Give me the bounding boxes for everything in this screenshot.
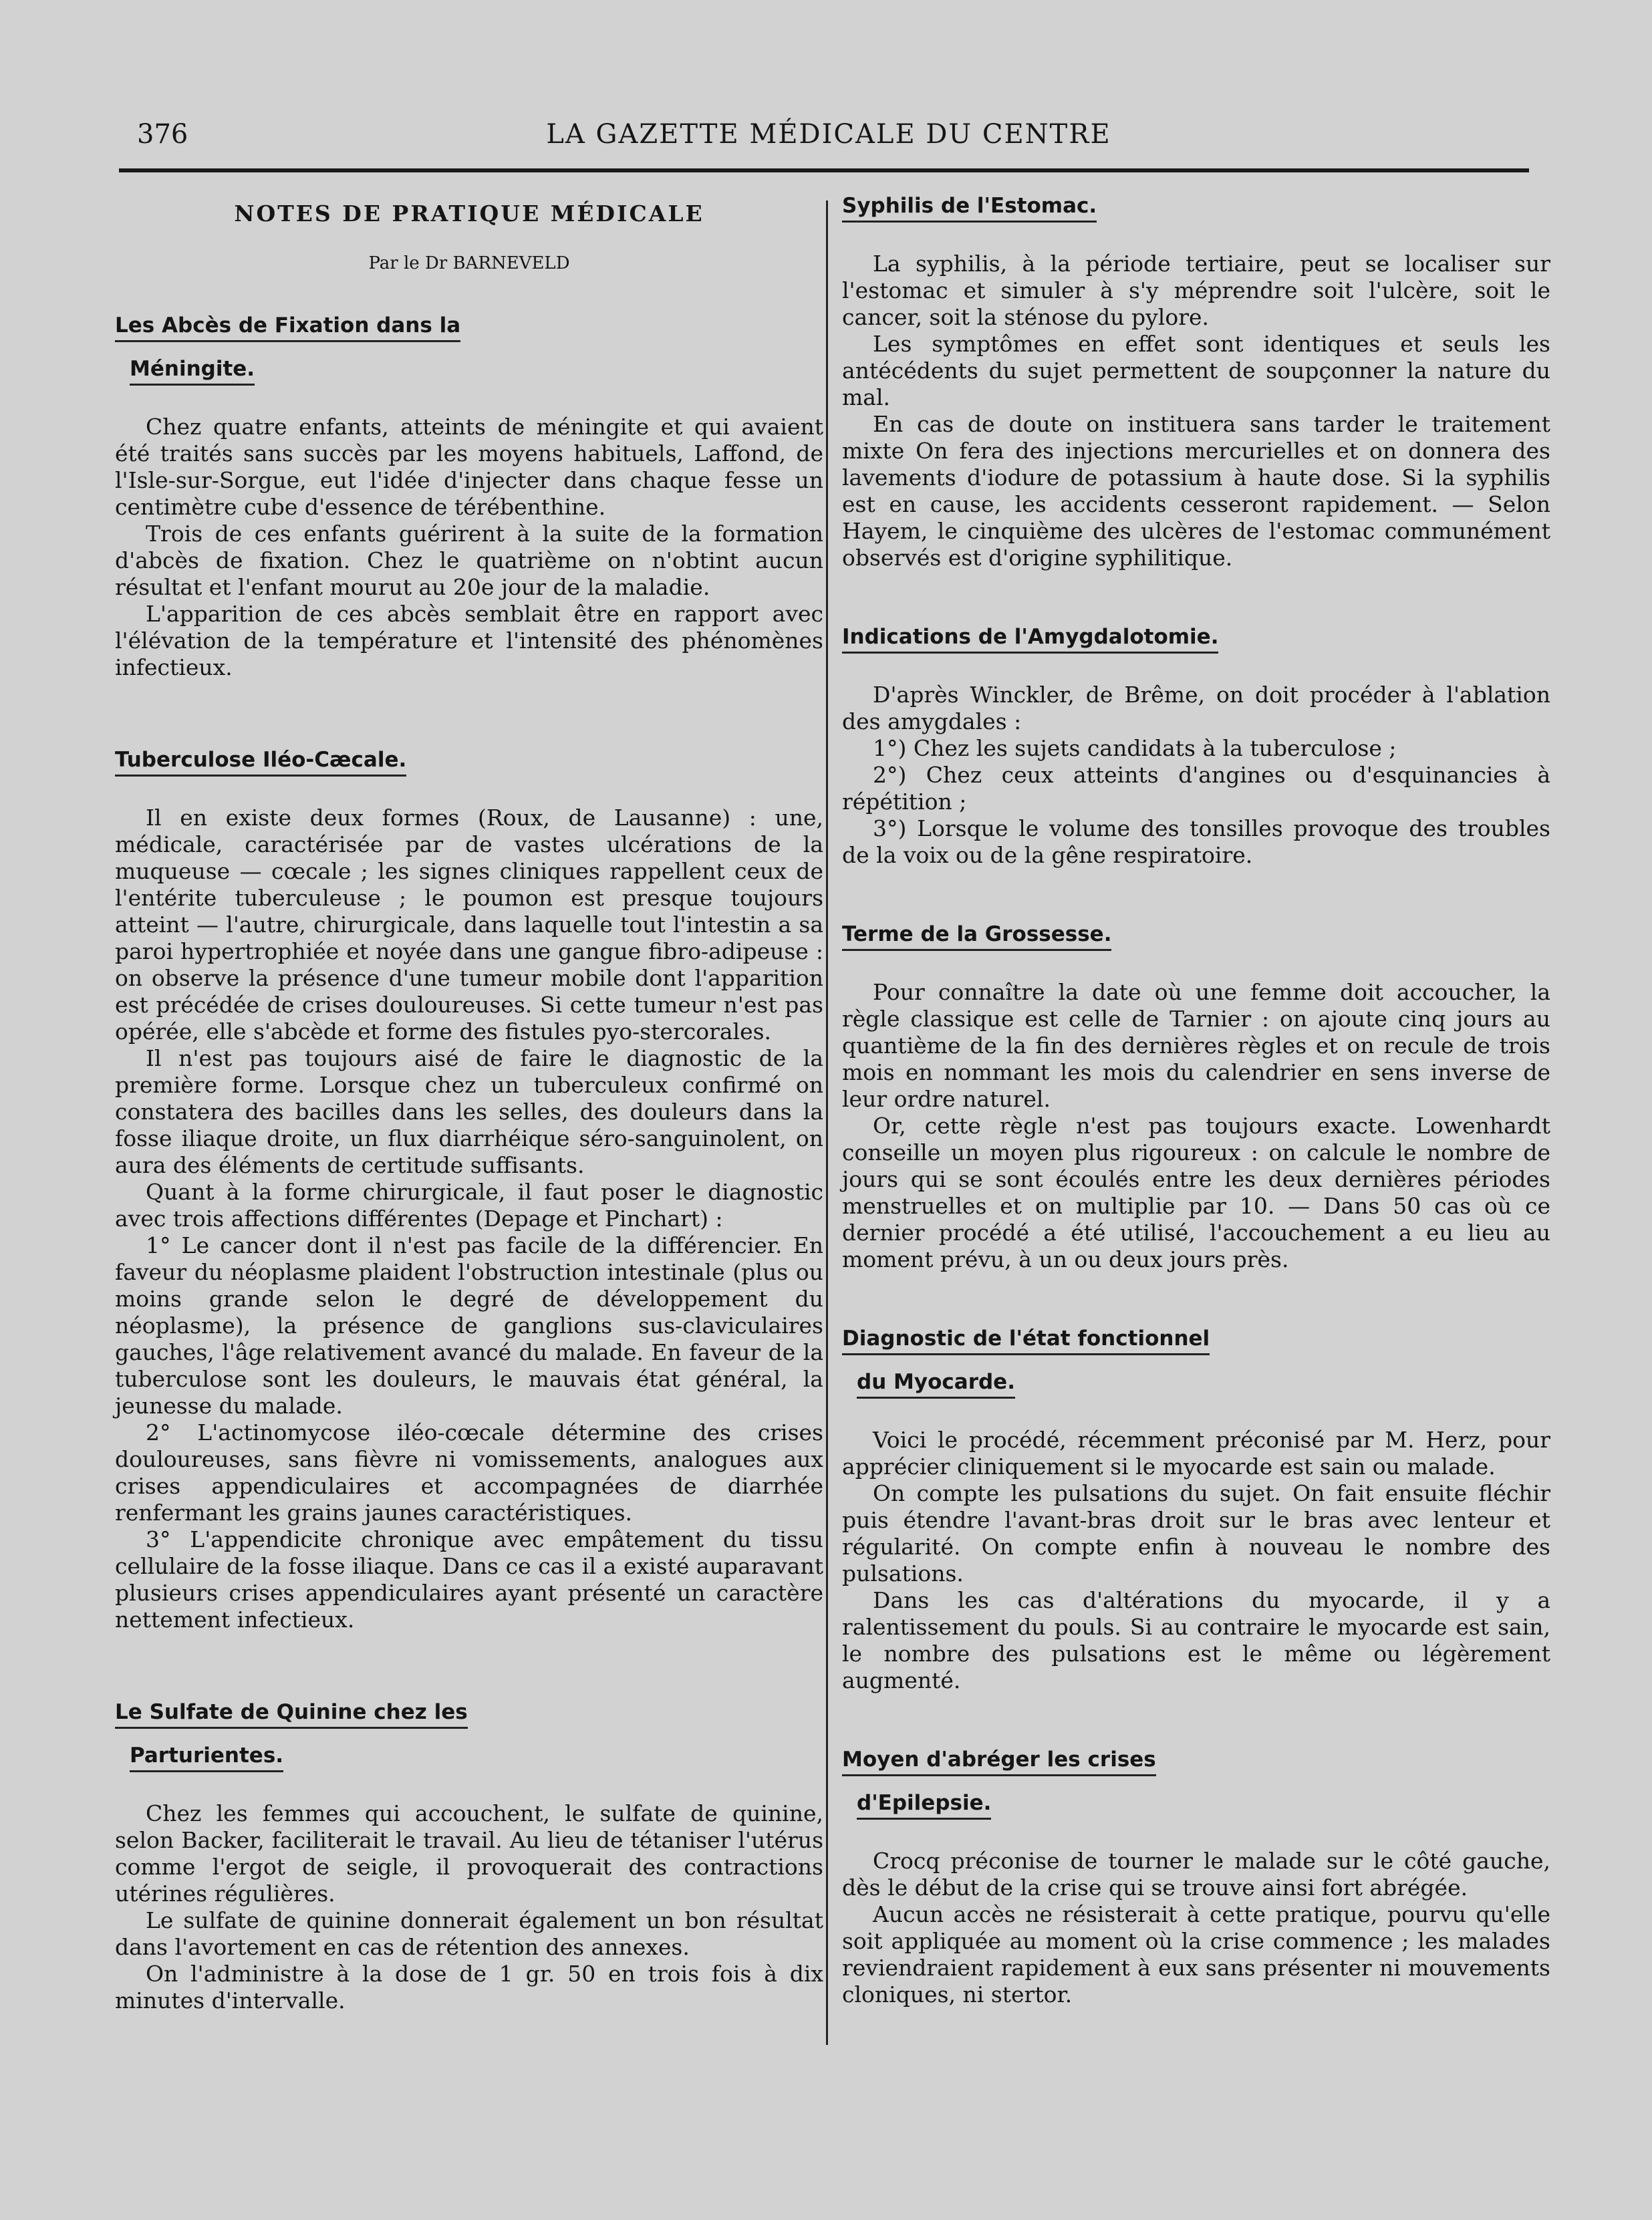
paragraph: Chez quatre enfants, atteints de méningite et qui avaient été traités sans succès par les moyens habituels, Laffond, de l'Isle-sur-Sorgue, eut l'idée d'injecter dans chaque fesse un centimètre cube d'essence de térébenthine. bbox=[115, 414, 823, 520]
article-grossesse bbox=[842, 922, 1550, 1273]
paragraph: Il en existe deux formes (Roux, de Lausanne) : une, médicale, caractérisée par de vastes ulcérations de la muqueuse — cœcale ; les signes cliniques rappellent ceux de l'entérite tuberculeuse ; le poumon est presque toujours atteint — l'autre, chirurgicale, dans laquelle tout l'intestin a sa paroi hypertrophiée et noyée dans une gangue fibro-adipeuse : on observe la présence d'une tumeur mobile dont l'apparition est précédée de crises douloureuses. Si cette tumeur n'est pas opérée, elle s'abcède et forme des fistules pyo-stercorales. bbox=[115, 805, 823, 1045]
heading-line-1: Les Abcès de Fixation dans la bbox=[115, 313, 460, 342]
heading-line-1: Tuberculose Iléo-Cæcale. bbox=[115, 748, 406, 777]
paragraph: On compte les pulsations du sujet. On fait ensuite fléchir puis étendre l'avant-bras droit sur le bras avec lenteur et régularité. On compte enfin à nouveau le nombre des pulsations. bbox=[842, 1480, 1550, 1586]
section-heading bbox=[842, 922, 1550, 951]
heading-line-1: Syphilis de l'Estomac. bbox=[842, 194, 1097, 223]
article-syphilis bbox=[842, 194, 1550, 571]
paragraph: Aucun accès ne résisterait à cette pratique, pourvu qu'elle soit appliquée au moment où la crise commence ; les malades reviendraient rapidement à eux sans présenter ni mouvements cloniques, ni stertor. bbox=[842, 1901, 1550, 2007]
paragraph: Le sulfate de quinine donnerait également un bon résultat dans l'avortement en cas de rétention des annexes. bbox=[115, 1907, 823, 1960]
paragraph: 3°) Lorsque le volume des tonsilles provoque des troubles de la voix ou de la gêne respiratoire. bbox=[842, 815, 1550, 868]
paragraph: Il n'est pas toujours aisé de faire le diagnostic de la première forme. Lorsque chez un tuberculeux confirmé on constatera des bacilles dans les selles, des douleurs dans la fosse iliaque droite, un flux diarrhéique séro-sanguinolent, on aura des éléments de certitude suffisants. bbox=[115, 1045, 823, 1178]
heading-line-2: Parturientes. bbox=[130, 1744, 283, 1772]
section-heading bbox=[842, 194, 1550, 223]
paragraph: Les symptômes en effet sont identiques et seuls les antécédents du sujet permettent de soupçonner la nature du mal. bbox=[842, 331, 1550, 410]
paragraph: On l'administre à la dose de 1 gr. 50 en trois fois à dix minutes d'intervalle. bbox=[115, 1961, 823, 2014]
heading-line-1: Le Sulfate de Quinine chez les bbox=[115, 1700, 468, 1729]
column-title: NOTES DE PRATIQUE MÉDICALE bbox=[234, 200, 704, 227]
paragraph: Dans les cas d'altérations du myocarde, il y a ralentissement du pouls. Si au contraire le myocarde est sain, le nombre des pulsations est le même ou légèrement augmenté. bbox=[842, 1587, 1550, 1693]
column-divider bbox=[826, 200, 828, 2045]
section-heading bbox=[115, 313, 823, 386]
paragraph: Pour connaître la date où une femme doit accoucher, la règle classique est celle de Tarnier : on ajoute cinq jours au quantième de la fin des dernières règles et on recule de trois mois en nommant les mois du calendrier en sens inverse de leur ordre naturel. bbox=[842, 979, 1550, 1112]
heading-line-1: Terme de la Grossesse. bbox=[842, 922, 1111, 951]
article-epilepsie bbox=[842, 1748, 1550, 2008]
heading-line-2: d'Epilepsie. bbox=[857, 1791, 991, 1820]
paragraph: 2°) Chez ceux atteints d'angines ou d'esquinancies à répétition ; bbox=[842, 762, 1550, 815]
journal-title: LA GAZETTE MÉDICALE DU CENTRE bbox=[546, 119, 1111, 150]
heading-line-1: Moyen d'abréger les crises bbox=[842, 1748, 1156, 1776]
right-column bbox=[842, 194, 1550, 2062]
article-tuberculose bbox=[115, 748, 823, 1633]
paragraph: 3° L'appendicite chronique avec empâtement du tissu cellulaire de la fosse iliaque. Dans ce cas il a existé auparavant plusieurs crises appendiculaires ayant présenté un caractère nettement infectieux. bbox=[115, 1526, 823, 1633]
paragraph: Or, cette règle n'est pas toujours exacte. Lowenhardt conseille un moyen plus rigoureux : on calcule le nombre de jours qui se sont écoulés entre les deux dernières périodes menstruelles et on multiplie par 10. — Dans 50 cas où ce dernier procédé a été utilisé, l'accouchement a eu lieu au moment prévu, à un ou deux jours près. bbox=[842, 1113, 1550, 1272]
heading-line-1: Diagnostic de l'état fonctionnel bbox=[842, 1327, 1210, 1355]
section-heading bbox=[115, 748, 823, 777]
section-heading bbox=[842, 625, 1550, 654]
heading-line-2: Méningite. bbox=[130, 357, 255, 386]
paragraph: En cas de doute on instituera sans tarder le traitement mixte On fera des injections mercurielles et on donnera des lavements d'iodure de potassium à haute dose. Si la syphilis est en cause, les accidents cesseront rapidement. — Selon Hayem, le cinquième des ulcères de l'estomac communément observés est d'origine syphilitique. bbox=[842, 411, 1550, 571]
header-rule bbox=[119, 168, 1529, 172]
paragraph: Voici le procédé, récemment préconisé par M. Herz, pour apprécier cliniquement si le myocarde est sain ou malade. bbox=[842, 1427, 1550, 1480]
article-amygdalotomie bbox=[842, 625, 1550, 869]
page-number: 376 bbox=[137, 119, 188, 150]
section-heading bbox=[115, 1700, 823, 1772]
paragraph: 1°) Chez les sujets candidats à la tuberculose ; bbox=[873, 735, 1397, 761]
article-quinine bbox=[115, 1700, 823, 2014]
section-heading bbox=[842, 1748, 1550, 1820]
paragraph: Trois de ces enfants guérirent à la suite de la formation d'abcès de fixation. Chez le quatrième on n'obtint aucun résultat et l'enfant mourut au 20e jour de la maladie. bbox=[115, 521, 823, 600]
section-heading bbox=[842, 1327, 1550, 1399]
paragraph: La syphilis, à la période tertiaire, peut se localiser sur l'estomac et simuler à s'y méprendre soit l'ulcère, soit le cancer, soit la sténose du pylore. bbox=[842, 251, 1550, 330]
left-column bbox=[115, 194, 823, 2081]
article-myocarde bbox=[842, 1327, 1550, 1694]
article-abces bbox=[115, 313, 823, 681]
paragraph: Quant à la forme chirurgicale, il faut poser le diagnostic avec trois affections différentes (Depage et Pinchart) : bbox=[115, 1179, 823, 1232]
paragraph: Crocq préconise de tourner le malade sur le côté gauche, dès le début de la crise qui se trouve ainsi fort abrégée. bbox=[842, 1848, 1550, 1901]
paragraph: 2° L'actinomycose iléo-cœcale détermine des crises douloureuses, sans fièvre ni vomissements, analogues aux crises appendiculaires et accompagnées de diarrhée renfermant les grains jaunes caractéristiques. bbox=[115, 1419, 823, 1526]
paragraph: Chez les femmes qui accouchent, le sulfate de quinine, selon Backer, faciliterait le travail. Au lieu de tétaniser l'utérus comme l'ergot de seigle, il provoquerait des contractions utérines régulières. bbox=[115, 1800, 823, 1907]
running-header bbox=[117, 119, 1540, 159]
paragraph: 1° Le cancer dont il n'est pas facile de la différencier. En faveur du néoplasme plaident l'obstruction intestinale (plus ou moins grande selon le degré de développement du néoplasme), la présence de ganglions sus-claviculaires gauches, l'âge relativement avancé du malade. En faveur de la tuberculose sont les douleurs, le mauvais état général, la jeunesse du malade. bbox=[115, 1232, 823, 1419]
byline: Par le Dr BARNEVELD bbox=[368, 253, 570, 273]
heading-line-1: Indications de l'Amygdalotomie. bbox=[842, 625, 1218, 654]
heading-line-2: du Myocarde. bbox=[857, 1370, 1015, 1399]
paragraph: L'apparition de ces abcès semblait être en rapport avec l'élévation de la température et l'intensité des phénomènes infectieux. bbox=[115, 601, 823, 680]
paragraph: D'après Winckler, de Brême, on doit procéder à l'ablation des amygdales : bbox=[842, 682, 1550, 734]
